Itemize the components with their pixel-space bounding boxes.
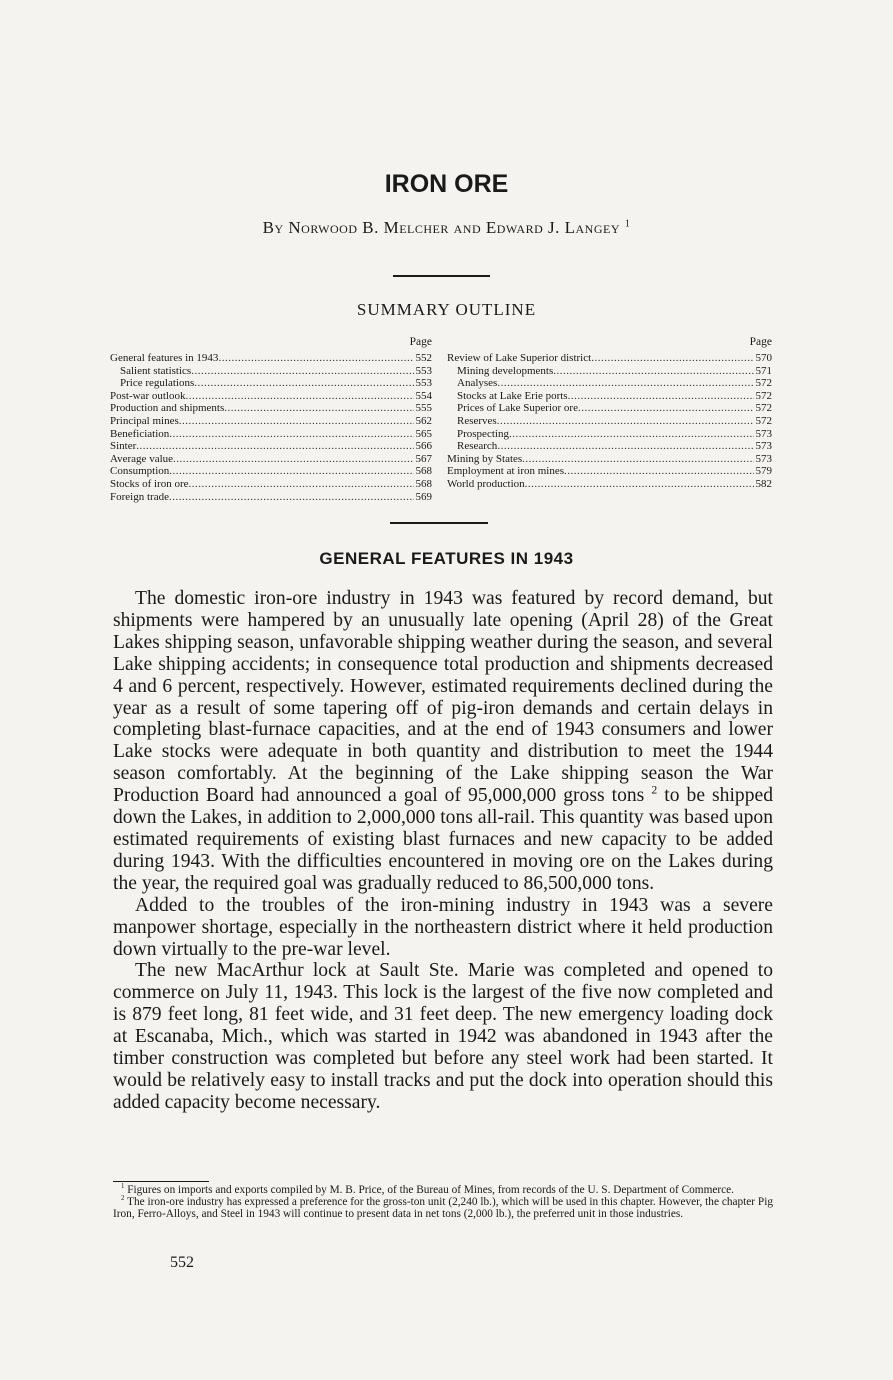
toc-leader-dots [218,352,413,365]
toc-entry-label: Production and shipments [110,402,225,415]
toc-entry [110,453,432,466]
toc-leader-dots [185,390,413,403]
toc-leader-dots [497,415,754,428]
toc-entry [447,390,772,403]
toc-entry-label: Analyses [457,377,498,390]
toc-entry-label: Prices of Lake Superior ore [457,402,578,415]
toc-entry-page: 573 [755,452,772,465]
paragraph-1 [113,588,773,895]
toc-leader-dots [509,428,754,441]
footnote-rule [113,1181,209,1182]
toc-leader-dots [169,465,413,478]
toc-entry-page: 567 [415,452,432,465]
toc-entry-page: 582 [755,477,772,490]
toc-entry-page: 573 [755,440,772,453]
page-number: 552 [170,1254,194,1271]
toc-entry [447,453,772,466]
section-divider [390,522,488,524]
toc-entry-page: 565 [415,427,432,440]
toc-entry [447,365,772,378]
byline [0,218,893,238]
toc-entry-page: 568 [415,477,432,490]
summary-outline-heading: SUMMARY OUTLINE [356,300,537,319]
byline-authors: By Norwood B. Melcher and Edward J. Langey [262,218,620,237]
paragraph-3: The new MacArthur lock at Sault Ste. Marie was completed and opened to commerce on July 11, 1943. This lock is the largest of the five now completed and is 879 feet long, 81 feet wide, and 31 feet deep. The new emergency loading dock at Escanaba, Mich., which was started in 1942 was abandoned in 1943 after the timber construction was completed but before any steel work had been started. It would be relatively easy to install tracks and put the dock into operation should this added capacity become necessary. [113,960,773,1113]
toc-entry [110,352,432,365]
toc-leader-dots [564,465,753,478]
toc-entry-label: Average value [110,452,174,465]
toc-entry [447,415,772,428]
toc-leader-dots [578,402,754,415]
footnote-2-text: The iron-ore industry has expressed a preference for the gross-ton unit (2,240 lb.), which will be used in this chapter. However, the chapter Pig Iron, Ferro-Alloys, and Steel in 1943 will continue to present data in net tons (2,000 lb.), the preferred unit in those industries. [113,1195,773,1220]
toc-leader-dots [591,352,753,365]
toc-entry-label: Beneficiation [110,427,170,440]
toc-leader-dots [568,390,754,403]
footnote-1-text: Figures on imports and exports compiled by M. B. Price, of the Bureau of Mines, from records of the U. S. Department of Commerce. [124,1184,734,1196]
toc-leader-dots [189,478,414,491]
toc-entry-label: General features in 1943 [110,352,219,364]
footnote-ref-2: 2 [651,783,658,797]
paragraph-1-text-b: to be shipped down the Lakes, in addition to 2,000,000 tons all-rail. This quantity was based upon estimated requirements of existing blast furnaces and new capacity to be added during 1943. With the difficulties encountered in moving ore on the Lakes during the year, the required goal was gradually reduced to 86,500,000 tons. [113,785,774,894]
toc-entry-page: 572 [755,402,772,415]
toc-entry [447,428,772,441]
toc-entry-label: Sinter [110,440,137,453]
toc-leader-dots [553,365,753,378]
toc-entry-label: Stocks of iron ore [110,477,189,490]
toc-entry [447,352,772,365]
toc-entry [110,478,432,491]
footnote-1-mark: 1 [121,1183,125,1191]
toc-entry-label: Consumption [110,465,170,478]
toc-entry-label: Reserves [457,414,497,427]
toc-entry [110,465,432,478]
toc-entry [447,377,772,390]
toc-entry-page: 570 [755,352,772,364]
toc-entry-page: 566 [415,440,432,453]
toc-entry-page: 553 [415,364,432,377]
toc-entry [110,415,432,428]
toc-page-heading: Page [409,336,432,348]
toc-leader-dots [169,491,414,504]
toc-entry-label: Price regulations [120,377,195,390]
toc-entry [447,478,772,491]
toc-entry-page: 579 [755,465,772,478]
title-divider [393,275,490,277]
paragraph-1-text-a: The domestic iron-ore industry in 1943 was featured by record demand, but shipments were hampered by an unusually late opening (April 28) of the Great Lakes shipping season, unfavorable shipping weather during the season, and several Lake shipping accidents; in consequence total production and shipments decreased 4 and 6 percent, respectively. However, estimated requirements declined during the year as a result of some tapering off of pig-iron demands and certain delays in completing blast-furnace capacities, and at the end of 1943 consumers and lower Lake stocks were adequate in both quantity and distribution to meet the 1944 season comfortably. At the beginning of the Lake shipping season the War Production Board had announced a goal of 95,000,000 gross tons [113,588,773,807]
toc-entry-page: 572 [755,389,772,402]
toc-entry-page: 562 [415,414,432,427]
toc-entry [110,440,432,453]
toc-entry-page: 552 [415,352,432,364]
footnotes [113,1185,773,1220]
toc-entry-label: Review of Lake Superior district [447,352,592,364]
toc-entry [447,465,772,478]
toc-entry [447,402,772,415]
toc-entry [110,365,432,378]
toc-right-column [447,336,772,491]
toc-leader-dots [136,440,413,453]
section-heading: GENERAL FEATURES IN 1943 [319,549,574,568]
chapter-title: IRON ORE [384,170,509,198]
toc-entry-label: Foreign trade [110,490,169,503]
toc-entry [110,402,432,415]
toc-entry-label: Salient statistics [120,364,192,377]
toc-left-column [110,336,432,503]
toc-entry-page: 572 [755,377,772,390]
toc-leader-dots [224,402,413,415]
toc-entry-page: 573 [755,427,772,440]
toc-entry [110,377,432,390]
footnote-2 [113,1197,773,1221]
toc-leader-dots [194,377,413,390]
toc-entry-page: 571 [755,364,772,377]
toc-entry-label: Mining developments [457,364,554,377]
toc-entry-page: 572 [755,414,772,427]
toc-entry-label: World production [447,477,525,490]
paragraph-2: Added to the troubles of the iron-mining industry in 1943 was a severe manpower shortage, especially in the northeastern district where it held production down virtually to the pre-war level. [113,894,773,960]
toc-entry-page: 553 [415,377,432,390]
toc-page-heading: Page [749,336,772,348]
toc-leader-dots [173,453,413,466]
toc-leader-dots [497,440,753,453]
toc-leader-dots [179,415,414,428]
toc-entry [110,428,432,441]
toc-entry-page: 555 [415,402,432,415]
toc-entry-label: Mining by States [447,452,523,465]
toc-leader-dots [169,428,413,441]
toc-entry-page: 554 [415,389,432,402]
toc-entry-label: Prospecting [457,427,509,440]
toc-entry [110,491,432,504]
toc-entry-label: Employment at iron mines [447,465,565,478]
toc-entry-label: Research [457,440,498,453]
toc-leader-dots [522,453,753,466]
toc-entry-label: Principal mines [110,414,179,427]
footnote-2-mark: 2 [121,1195,125,1203]
toc-entry-page: 568 [415,465,432,478]
toc-leader-dots [191,365,413,378]
byline-footnote-ref: 1 [624,218,631,230]
toc-entry-page: 569 [415,490,432,503]
toc-leader-dots [497,377,753,390]
toc-entry [110,390,432,403]
toc-entry-label: Stocks at Lake Erie ports [457,389,568,402]
toc-entry [447,440,772,453]
toc-leader-dots [525,478,754,491]
body-text [113,588,773,1114]
toc-entry-label: Post-war outlook [110,389,186,402]
